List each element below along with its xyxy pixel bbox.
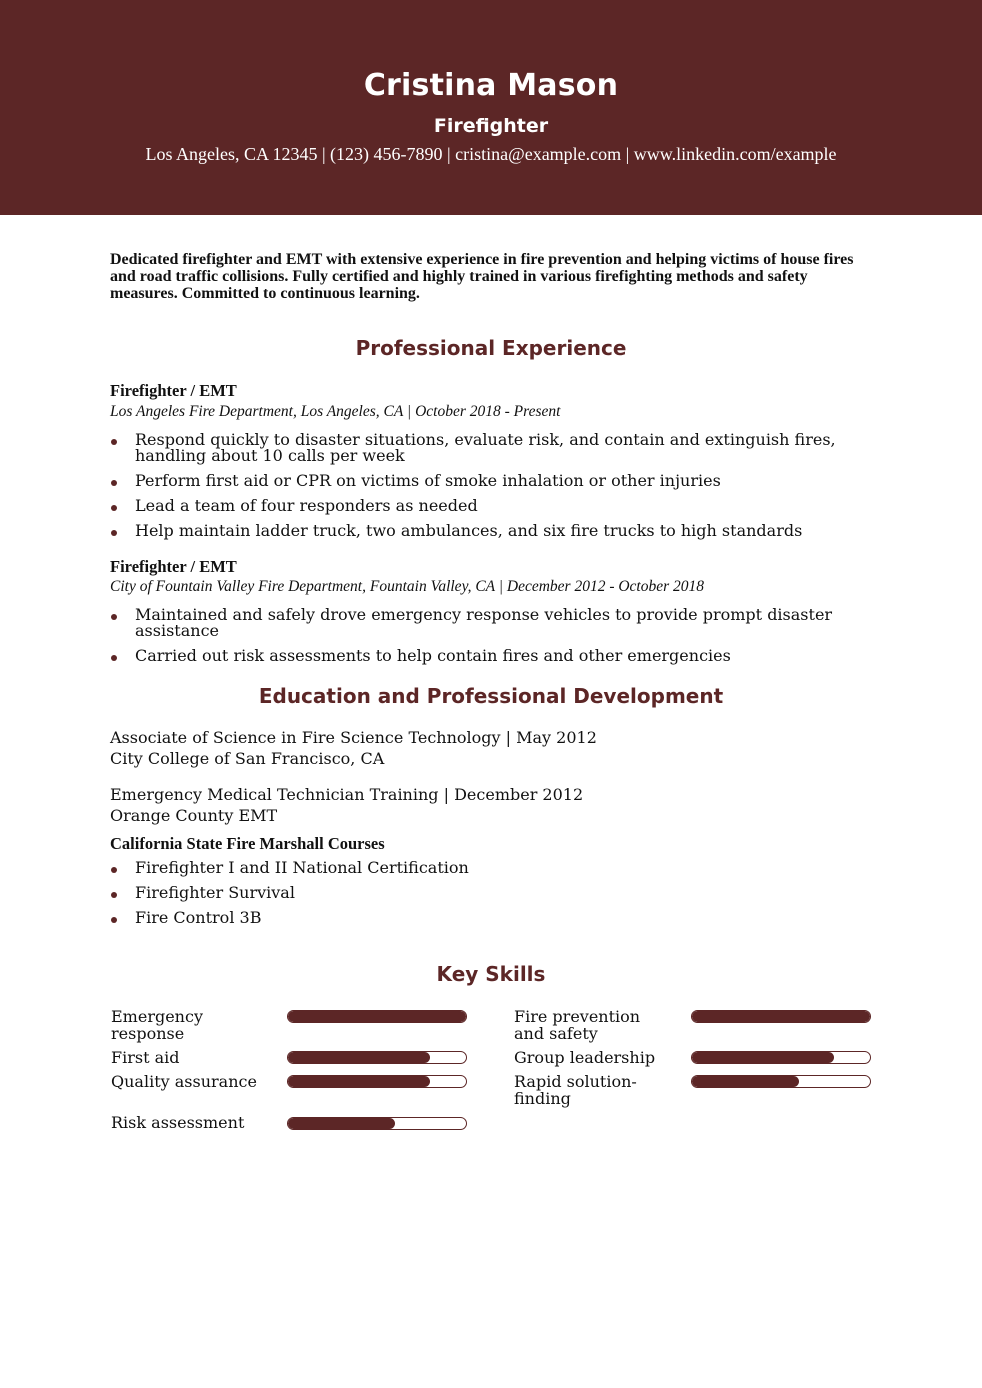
education-degree: Associate of Science in Fire Science Technology | May 2012: [110, 728, 597, 747]
list-item: [110, 498, 880, 514]
skill-label: Emergency response: [111, 1007, 203, 1043]
section-title-skills: Key Skills: [436, 962, 546, 986]
job-title: Firefighter / EMT: [110, 557, 237, 576]
job-meta: City of Fountain Valley Fire Department, Fountain Valley, CA | December 2012 - October 2018: [110, 578, 705, 595]
skill-level-fill: [288, 1052, 430, 1063]
skill-level-fill: [692, 1011, 870, 1022]
skill-level-bar: [691, 1010, 871, 1023]
bullet-icon: [111, 530, 117, 536]
bullet-text: Lead a team of four responders as needed: [135, 496, 478, 515]
candidate-role: Firefighter: [433, 115, 549, 137]
skill-label: Group leadership: [514, 1048, 656, 1067]
list-item: [110, 648, 880, 664]
job-bullets: [110, 432, 880, 548]
bullet-text: Help maintain ladder truck, two ambulances, and six fire trucks to high standards: [135, 521, 803, 540]
bullet-icon: [111, 505, 117, 511]
skill-level-bar: [287, 1051, 467, 1064]
skill-level-fill: [692, 1076, 799, 1087]
bullet-text: Maintained and safely drove emergency response vehicles to provide prompt disaster assistance: [135, 605, 833, 640]
skill-label: First aid: [111, 1048, 180, 1067]
courses-heading: California State Fire Marshall Courses: [110, 834, 385, 853]
skill-level-bar: [287, 1117, 467, 1130]
bullet-icon: [111, 655, 117, 661]
bullet-icon: [111, 892, 117, 898]
education-entry: [110, 727, 597, 769]
bullet-text: Respond quickly to disaster situations, evaluate risk, and contain and extinguish fires, handling about 10 calls per week: [135, 430, 836, 465]
skill-level-fill: [288, 1076, 430, 1087]
contact-info: Los Angeles, CA 12345 | (123) 456-7890 | cristina@example.com | www.linkedin.com/example: [145, 144, 837, 164]
skill-label: Quality assurance: [111, 1072, 257, 1091]
bullet-icon: [111, 867, 117, 873]
job-meta: Los Angeles Fire Department, Los Angeles, CA | October 2018 - Present: [110, 403, 561, 420]
bullet-icon: [111, 614, 117, 620]
job-bullets: [110, 607, 880, 673]
skill-level-fill: [288, 1118, 395, 1129]
skill-level-bar: [691, 1051, 871, 1064]
resume-header: [0, 0, 982, 215]
list-item: [110, 607, 880, 639]
professional-summary: Dedicated firefighter and EMT with extensive experience in fire prevention and helping victims of house fires and road traffic collisions. Fully certified and highly trained in various firefighting methods and safety measures. Committed to continuous learning.: [110, 251, 854, 302]
list-item: [110, 860, 880, 876]
education-degree: Emergency Medical Technician Training | December 2012: [110, 785, 584, 804]
education-school: City College of San Francisco, CA: [110, 749, 385, 768]
education-school: Orange County EMT: [110, 806, 278, 825]
list-item: [110, 432, 880, 464]
skill-label: Rapid solution-finding: [514, 1072, 637, 1108]
list-item: [110, 910, 880, 926]
education-entry: [110, 784, 583, 826]
bullet-text: Firefighter I and II National Certification: [135, 858, 469, 877]
section-title-experience: Professional Experience: [355, 336, 627, 360]
skill-level-bar: [287, 1075, 467, 1088]
bullet-icon: [111, 480, 117, 486]
list-item: [110, 473, 880, 489]
list-item: [110, 885, 880, 901]
bullet-text: Firefighter Survival: [135, 883, 295, 902]
skill-label: Risk assessment: [111, 1113, 245, 1132]
bullet-text: Perform first aid or CPR on victims of smoke inhalation or other injuries: [135, 471, 721, 490]
candidate-name: Cristina Mason: [363, 68, 619, 103]
course-bullets: [110, 860, 880, 935]
skill-level-fill: [692, 1052, 834, 1063]
bullet-icon: [111, 917, 117, 923]
bullet-text: Carried out risk assessments to help contain fires and other emergencies: [135, 646, 731, 665]
bullet-text: Fire Control 3B: [135, 908, 262, 927]
skill-level-bar: [287, 1010, 467, 1023]
skill-level-bar: [691, 1075, 871, 1088]
bullet-icon: [111, 439, 117, 445]
section-title-education: Education and Professional Development: [258, 684, 724, 708]
skill-label: Fire prevention and safety: [514, 1007, 641, 1043]
list-item: [110, 523, 880, 539]
skill-level-fill: [288, 1011, 466, 1022]
job-title: Firefighter / EMT: [110, 381, 237, 400]
